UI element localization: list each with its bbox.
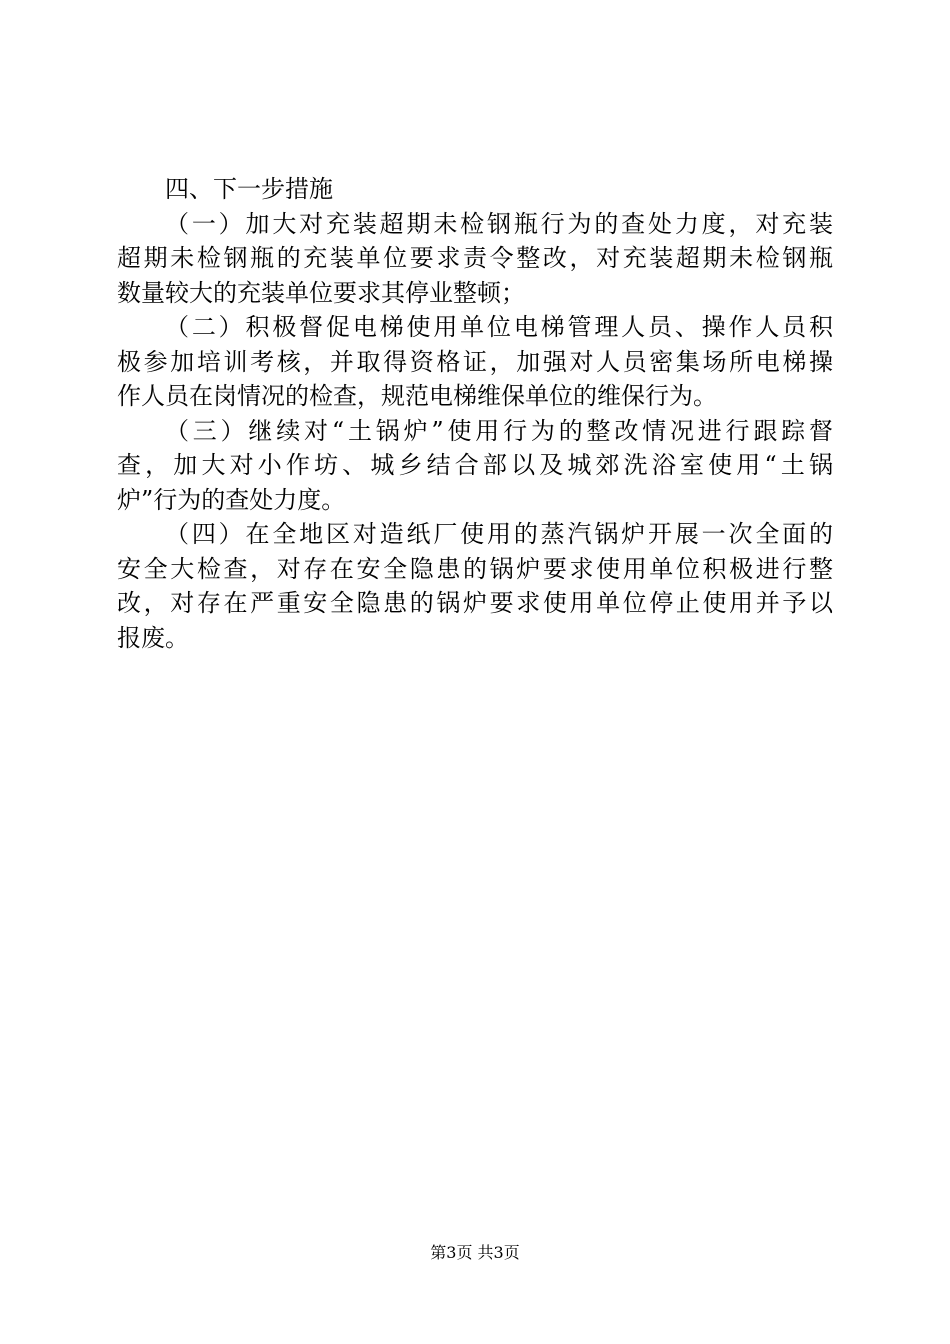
paragraph-line: （四）在全地区对造纸厂使用的蒸汽锅炉开展一次全面的 [165,520,833,548]
paragraph-4 [117,517,833,655]
paragraph-line: 报废。 [117,623,189,652]
paragraph-line: （一）加大对充装超期未检钢瓶行为的查处力度，对充装 [165,209,833,238]
document-body [117,172,833,655]
paragraph-3 [117,414,833,518]
section-heading: 四、下一步措施 [165,175,333,203]
paragraph-line: 超期未检钢瓶的充装单位要求责令整改，对充装超期未检钢瓶 [117,244,833,272]
paragraph-line: 改，对存在严重安全隐患的锅炉要求使用单位停止使用并予以 [117,589,833,617]
paragraph-1 [117,207,833,311]
page-number-footer: 第3页 共3页 [430,1243,520,1262]
paragraph-line: 查，加大对小作坊、城乡结合部以及城郊洗浴室使用“土锅 [117,451,833,479]
paragraph-line: （三）继续对“土锅炉”使用行为的整改情况进行跟踪督 [165,416,833,445]
paragraph-line: 安全大检查，对存在安全隐患的锅炉要求使用单位积极进行整 [117,554,833,583]
paragraph-line: 极参加培训考核，并取得资格证，加强对人员密集场所电梯操 [117,347,833,376]
paragraph-line: 数量较大的充装单位要求其停业整顿； [117,278,525,307]
paragraph-line: 炉”行为的查处力度。 [117,485,346,514]
paragraph-line: 作人员在岗情况的检查，规范电梯维保单位的维保行为。 [117,382,717,410]
paragraph-line: （二）积极督促电梯使用单位电梯管理人员、操作人员积 [165,313,833,341]
paragraph-2 [117,310,833,414]
